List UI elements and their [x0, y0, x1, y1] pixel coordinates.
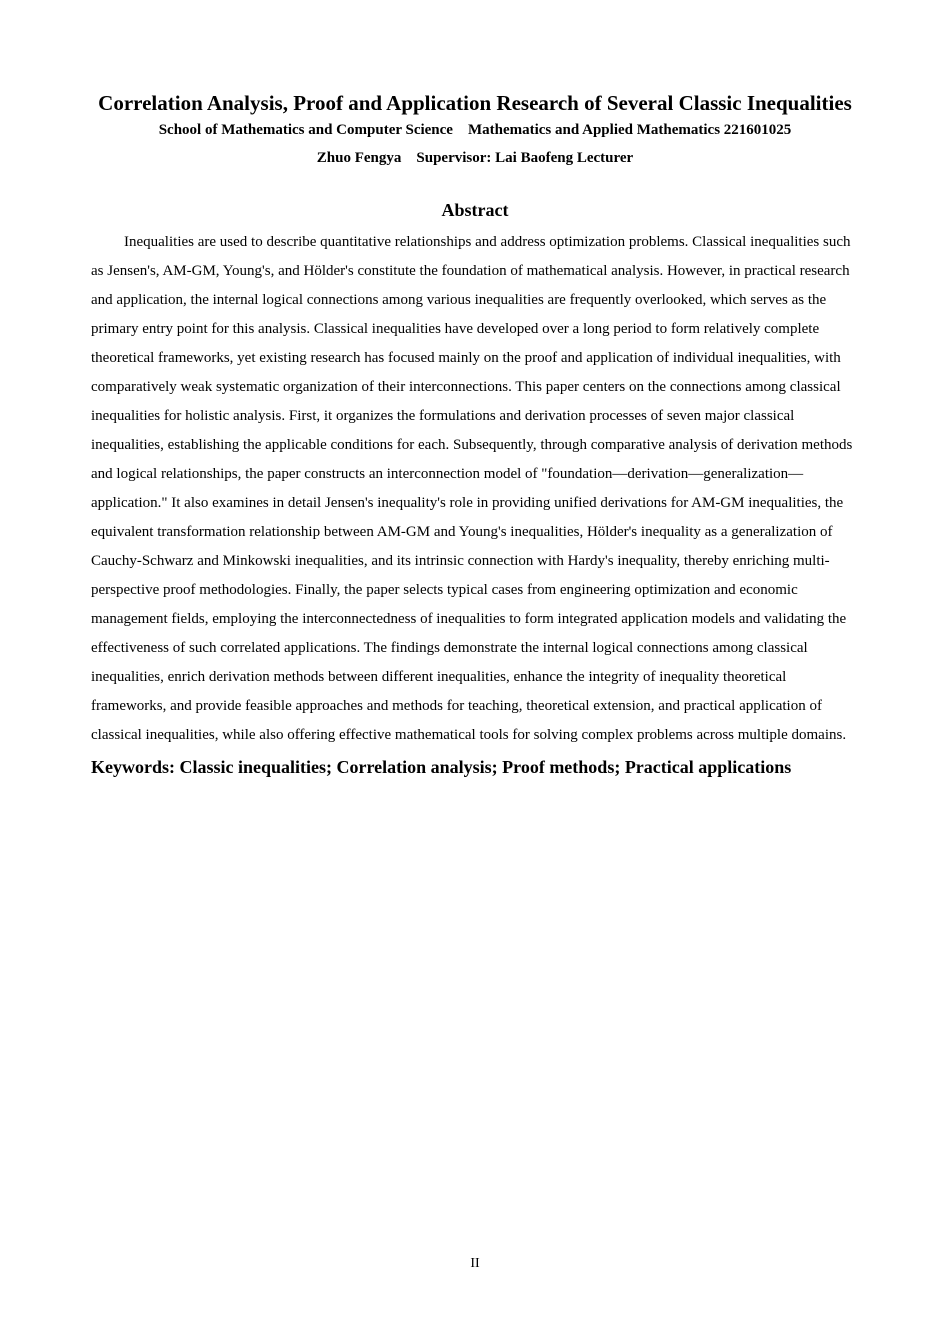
paper-page: [91, 90, 859, 780]
author-supervisor-line: Zhuo Fengya Supervisor: Lai Baofeng Lecturer: [316, 150, 634, 166]
page-number: II: [470, 1256, 480, 1271]
abstract-heading: Abstract: [441, 200, 509, 220]
paper-title: Correlation Analysis, Proof and Application Research of Several Classic Inequalities: [98, 91, 852, 115]
keywords-line: Keywords: Classic inequalities; Correlation analysis; Proof methods; Practical applications: [91, 757, 792, 777]
affiliation-line: School of Mathematics and Computer Science Mathematics and Applied Mathematics 221601025: [158, 122, 792, 138]
abstract-body: Inequalities are used to describe quantitative relationships and address optimization problems. Classical inequalities such as Jensen's, AM-GM, Young's, and Hölder's constitute the foundation of mathematical analysis. However, in practical research and application, the internal logical connections among various inequalities are frequently overlooked, which serves as the primary entry point for this analysis. Classical inequalities have developed over a long period to form relatively complete theoretical frameworks, yet existing research has focused mainly on the proof and application of individual inequalities, with comparatively weak systematic organization of their interconnections. This paper centers on the connections among classical inequalities for holistic analysis. First, it organizes the formulations and derivation processes of seven major classical inequalities, establishing the applicable conditions for each. Subsequently, through comparative analysis of derivation methods and logical relationships, the paper constructs an interconnection model of "foundation—derivation—generalization—application." It also examines in detail Jensen's inequality's role in providing unified derivations for AM-GM inequalities, the equivalent transformation relationship between AM-GM and Young's inequalities, Hölder's inequality as a generalization of Cauchy-Schwarz and Minkowski inequalities, and its intrinsic connection with Hardy's inequality, thereby enriching multi-perspective proof methodologies. Finally, the paper selects typical cases from engineering optimization and economic management fields, employing the interconnectedness of inequalities to form integrated application models and validating the effectiveness of such correlated applications. The findings demonstrate the internal logical connections among classical inequalities, enrich derivation methods between different inequalities, enhance the integrity of inequality theoretical frameworks, and provide feasible approaches and methods for teaching, theoretical extension, and practical application of classical inequalities, while also offering effective mathematical tools for solving complex problems across multiple domains.: [91, 234, 853, 743]
